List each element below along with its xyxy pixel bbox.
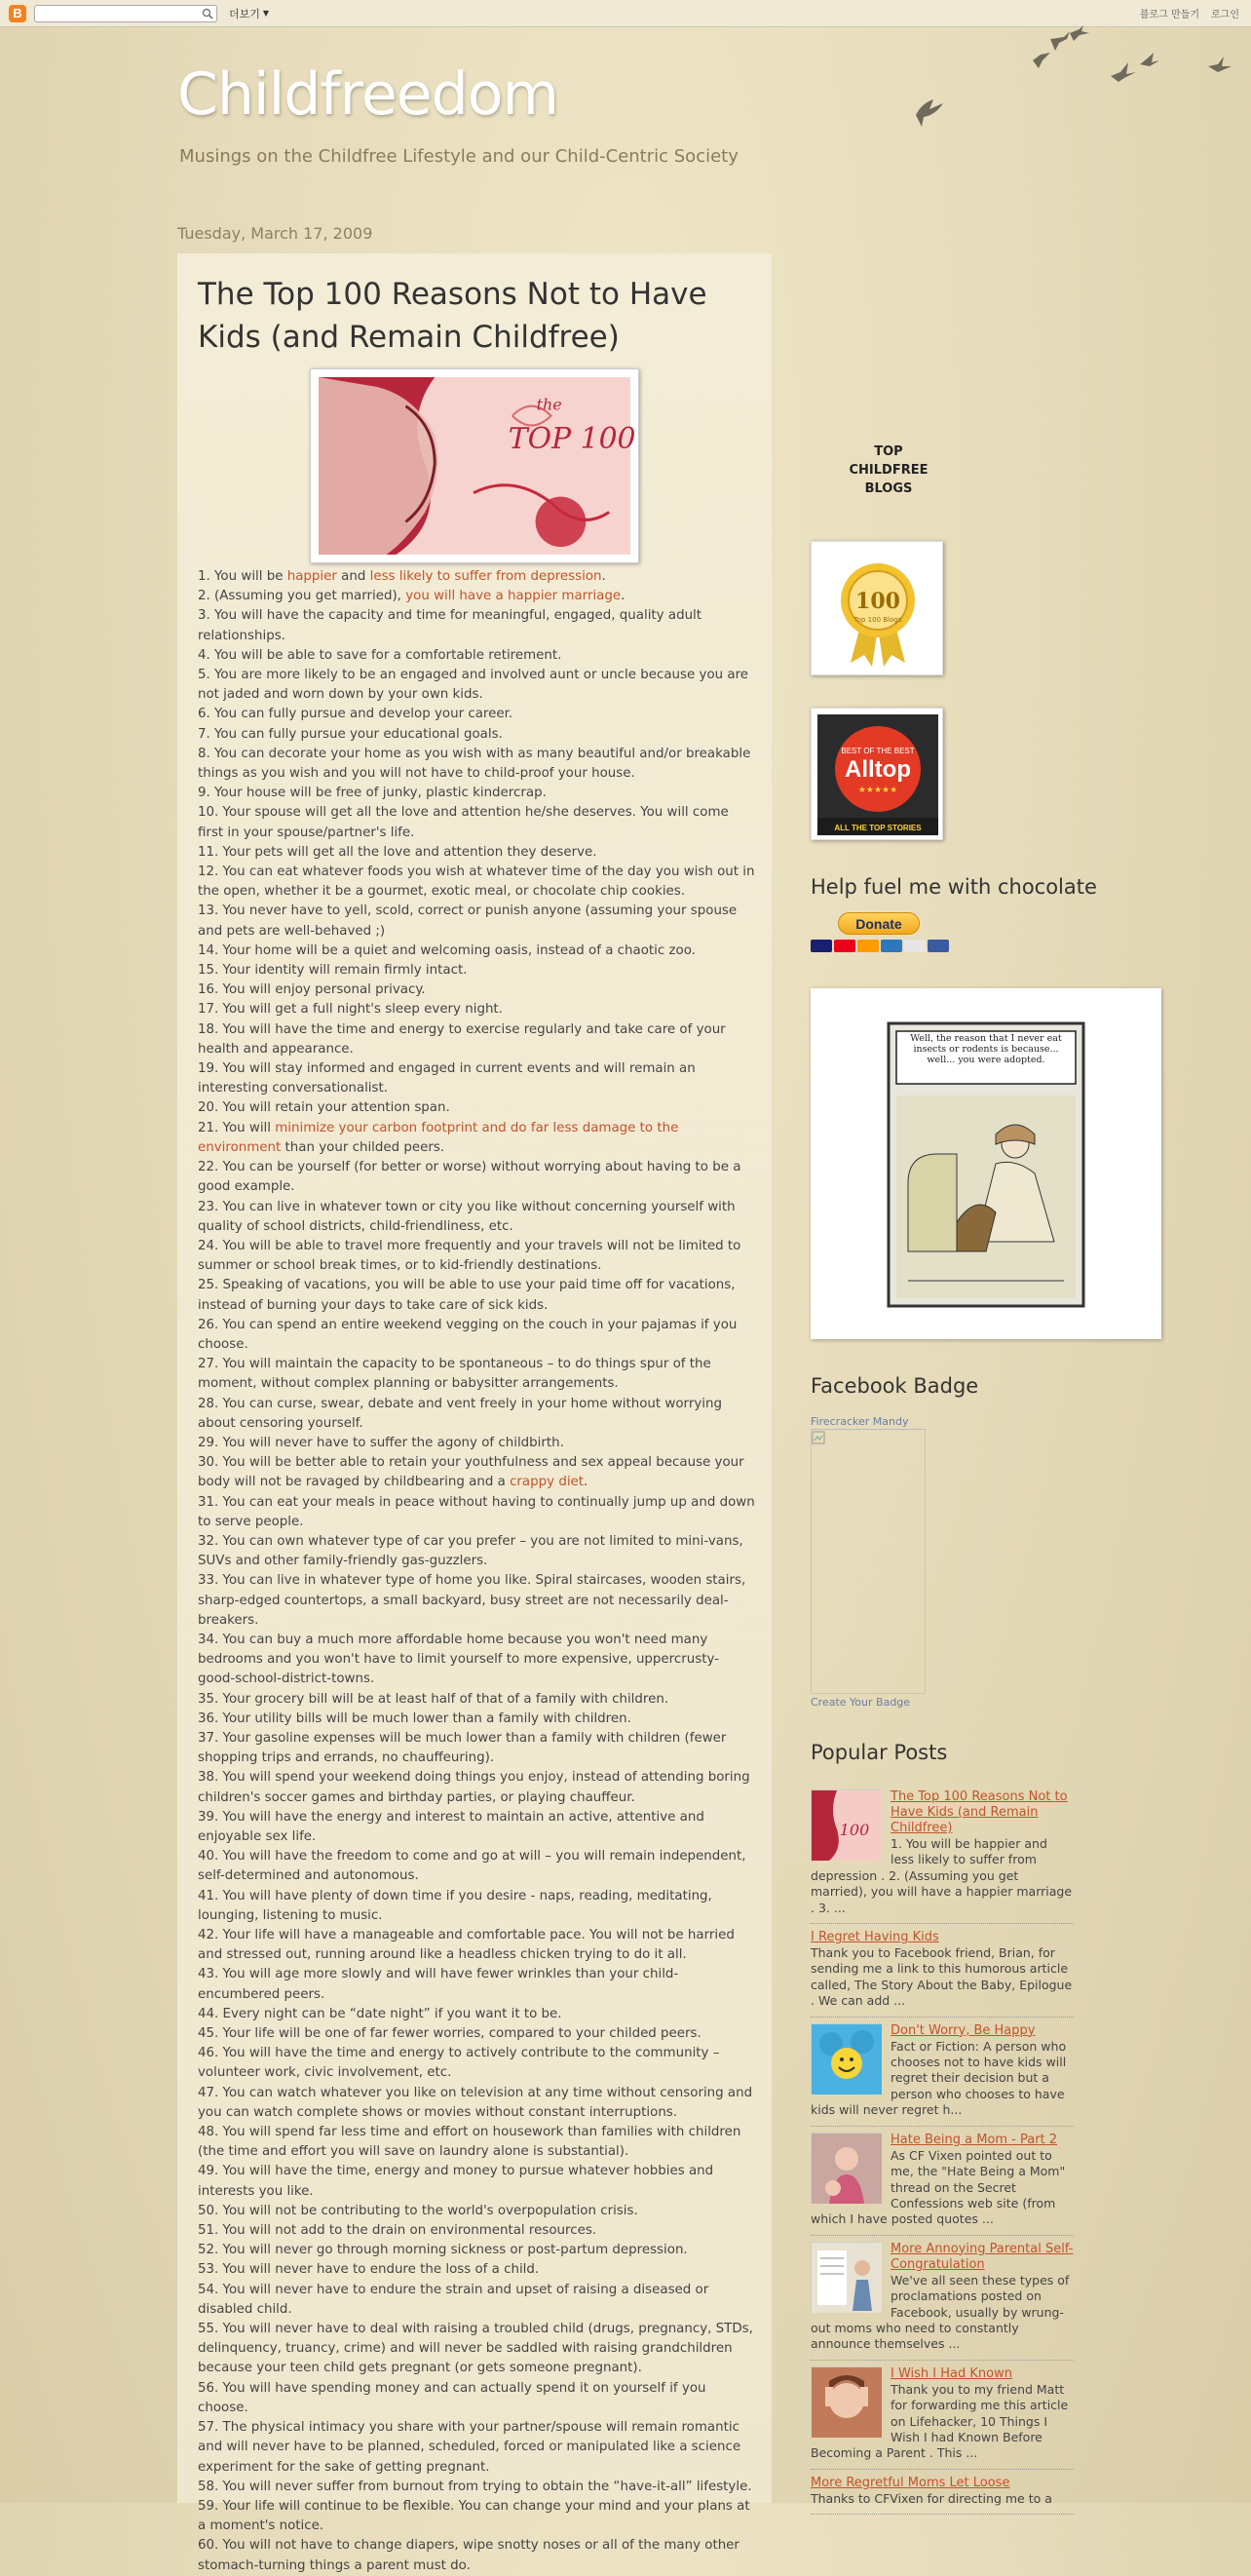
reason-item — [198, 1493, 755, 1532]
reason-text: 38. You will spend your weekend doing things you enjoy, instead of attending boring children's soccer games and birthday parties, or playing chauffeur. — [198, 1770, 750, 1805]
reason-link[interactable]: less likely to suffer from depression — [369, 569, 602, 584]
popular-post-item — [811, 1784, 1074, 1924]
reason-item — [198, 1690, 755, 1710]
reason-item — [198, 745, 755, 784]
popular-post-snippet: Thanks to CFVixen for directing me to a — [811, 2490, 1052, 2506]
reason-item — [198, 2084, 755, 2123]
reason-text: 25. Speaking of vacations, you will be able to use your paid time off for vacations, instead of burning your days to take care of sick kids. — [198, 1278, 736, 1313]
bank-card-icon — [928, 940, 949, 952]
popular-posts-list — [811, 1784, 1074, 2515]
reason-text: 27. You will maintain the capacity to be spontaneous – to do things spur of the moment, without complex planning or babysitter arrangements. — [198, 1357, 711, 1392]
reason-link[interactable]: happier — [286, 569, 337, 584]
reason-text: 44. Every night can be “date night” if you want it to be. — [198, 2006, 562, 2021]
reason-item — [198, 1020, 755, 1059]
reason-item — [198, 1768, 755, 1807]
reason-item — [198, 2379, 755, 2418]
reason-item — [198, 606, 755, 645]
popular-post-snippet: We've all seen these types of proclamations posted on Facebook, usually by wrung-out moms who need to constantly announce themselves ... — [811, 2272, 1070, 2352]
reason-text: 37. Your gasoline expenses will be much lower than a family with children (fewer shopping trips and errands, no chauffeuring). — [198, 1730, 727, 1766]
reason-text: 22. You can be yourself (for better or worse) without worrying about having to be a good example. — [198, 1160, 741, 1195]
reason-item — [198, 2123, 755, 2162]
top-childfree-blogs-label: TOP CHILDFREE BLOGS — [849, 444, 929, 496]
visa-card-icon — [811, 940, 832, 952]
reason-item — [198, 1098, 755, 1118]
reason-item — [198, 1237, 755, 1276]
badge-text-top100: Top 100 Blogs — [853, 616, 902, 624]
reason-text: 29. You will never have to suffer the agony of childbirth. — [198, 1435, 564, 1450]
popular-post-item — [811, 2127, 1074, 2236]
reason-text: 45. Your life will be one of far fewer worries, compared to your childed peers. — [198, 2026, 701, 2042]
popular-post-snippet: Thank you to Facebook friend, Brian, for sending me a link to this humorous article called, The Story About the Baby, Epilogue . We can add ... — [811, 1945, 1073, 2009]
reason-item — [198, 980, 755, 1000]
popular-post-snippet: Thank you to my friend Matt for forwarding me this article on Lifehacker, 10 Things I Wish I had Known Before Becoming a Parent . This ... — [811, 2381, 1069, 2461]
reason-item — [198, 1571, 755, 1631]
svg-text:100: 100 — [839, 1821, 870, 1839]
popular-post-thumbnail[interactable] — [811, 2133, 881, 2203]
reason-text: 56. You will have spending money and can actually spend it on yourself if you choose. — [198, 2380, 706, 2415]
comic-speech-bubble: Well, the reason that I never eat insects or rodents is because... well... you were adopted. — [910, 1033, 1062, 1065]
reason-item — [198, 666, 755, 705]
blogger-navbar — [0, 0, 1251, 27]
reason-link[interactable]: you will have a happier marriage — [405, 589, 622, 604]
post-image-top100[interactable] — [310, 368, 639, 563]
popular-post-item — [811, 2236, 1074, 2361]
popular-post-thumbnail[interactable] — [811, 1789, 881, 1860]
reason-item — [198, 942, 755, 961]
reason-text: 14. Your home will be a quiet and welcoming oasis, instead of a chaotic zoo. — [198, 942, 696, 958]
reason-text: 30. You will be better able to retain your youthfulness and sex appeal because your body will not be ravaged by childbearing and a — [198, 1455, 744, 1490]
reason-text: and — [336, 569, 370, 584]
reason-item — [198, 1395, 755, 1434]
reason-item — [198, 2418, 755, 2478]
reason-text: 33. You can live in whatever type of home you like. Spiral staircases, wooden stairs, sharp-edged countertops, a small backyard, busy street are not necessarily deal-breakers. — [198, 1573, 746, 1628]
reason-item — [198, 1808, 755, 1847]
reason-text: 20. You will retain your attention span. — [198, 1100, 450, 1116]
popular-post-title-link[interactable]: Hate Being a Mom - Part 2 — [891, 2132, 1058, 2147]
popular-post-snippet: 1. You will be happier and less likely to suffer from depression . 2. (Assuming you get married), you will have a happier marriage . 3. ... — [811, 1836, 1073, 1915]
reason-text: 5. You are more likely to be an engaged and involved aunt or uncle because you are not jaded and worn down by your own kids. — [198, 668, 749, 703]
reason-item — [198, 1059, 755, 1098]
reason-text: 4. You will be able to save for a comfortable retirement. — [198, 647, 562, 663]
popular-post-item — [811, 2361, 1074, 2470]
reason-item — [198, 1434, 755, 1453]
alltop-badge[interactable] — [811, 708, 943, 840]
reason-text: 46. You will have the time and energy to actively contribute to the community – volunteer work, civic involvement, etc. — [198, 2046, 720, 2081]
reason-text: 19. You will stay informed and engaged in current events and will remain an interesting conversationalist. — [198, 1061, 696, 1096]
popular-posts-title: Popular Posts — [811, 1741, 948, 1764]
alltop-stars: ★★★★★ — [857, 786, 898, 795]
popular-post-title-link[interactable]: I Wish I Had Known — [891, 2365, 1012, 2381]
popular-post-title-link[interactable]: Don't Worry, Be Happy — [891, 2022, 1036, 2038]
popular-post-thumbnail[interactable] — [811, 2242, 881, 2312]
popular-post-thumbnail[interactable] — [811, 2023, 881, 2094]
facebook-badge-frame[interactable] — [811, 1429, 926, 1694]
reason-text: 26. You can spend an entire weekend vegging on the couch in your pajamas if you choose. — [198, 1317, 738, 1352]
reason-item — [198, 2281, 755, 2320]
reason-item — [198, 2044, 755, 2083]
post-title[interactable]: The Top 100 Reasons Not to Have Kids (and Remain Childfree) — [198, 277, 707, 355]
reason-item — [198, 1631, 755, 1690]
reason-text: 36. Your utility bills will be much lower than a family with children. — [198, 1711, 631, 1726]
reason-item — [198, 2024, 755, 2044]
reason-text: 39. You will have the energy and interest to maintain an active, attentive and enjoyable sex life. — [198, 1809, 704, 1844]
reason-text: 8. You can decorate your home as you wish with as many beautiful and/or breakable things as you wish and you will not have to child-proof your house. — [198, 746, 751, 782]
reason-text: 1. You will be — [198, 569, 287, 584]
reason-text: 15. Your identity will remain firmly intact. — [198, 963, 468, 979]
reason-item — [198, 1316, 755, 1355]
mastercard-icon — [834, 940, 855, 952]
navbar-signin-link[interactable]: 로그인 — [1211, 10, 1239, 20]
reason-item — [198, 2320, 755, 2379]
broken-image-icon — [812, 1431, 825, 1444]
image-caption-the: the — [536, 395, 562, 414]
reason-item — [198, 587, 755, 606]
reason-item — [198, 1276, 755, 1315]
navbar-search-input[interactable] — [34, 5, 217, 22]
reason-item — [198, 1158, 755, 1197]
reason-item — [198, 1119, 755, 1158]
chevron-down-icon: ▼ — [262, 9, 270, 18]
reason-item — [198, 803, 755, 842]
badge-text-100: 100 — [855, 589, 900, 614]
reason-item — [198, 784, 755, 803]
navbar-more-menu[interactable] — [229, 6, 269, 21]
reason-text: 59. Your life will continue to be flexible. You can change your mind and your plans at a moment's notice. — [198, 2498, 750, 2534]
reason-text: 53. You will never have to endure the loss of a child. — [198, 2262, 540, 2278]
reason-item — [198, 1926, 755, 1965]
amex-card-icon — [881, 940, 902, 952]
reason-text: than your childed peers. — [281, 1139, 445, 1155]
popular-post-title-link[interactable]: I Regret Having Kids — [811, 1930, 939, 1945]
reason-text: 31. You can eat your meals in peace without having to continually jump up and down to serve people. — [198, 1494, 755, 1529]
reason-link[interactable]: minimize your carbon footprint and do far less damage to the environment — [198, 1120, 679, 1155]
reason-item — [198, 961, 755, 980]
reason-item — [198, 567, 755, 587]
reason-item — [198, 725, 755, 745]
reason-text: 35. Your grocery bill will be at least half of that of a family with children. — [198, 1691, 669, 1707]
popular-post-title-link[interactable]: More Regretful Moms Let Loose — [811, 2475, 1010, 2490]
alltop-line3: ALL THE TOP STORIES — [834, 824, 922, 832]
popular-post-item — [811, 2018, 1074, 2127]
reason-text: 47. You can watch whatever you like on television at any time without censoring and you can watch complete shows or movies without constant interruptions. — [198, 2085, 753, 2120]
reason-text: 57. The physical intimacy you share with your partner/spouse will remain romantic and will never have to be planned, scheduled, forced or manipulated like a science experiment for the sake of getting pregnant. — [198, 2420, 741, 2475]
reason-item — [198, 1887, 755, 1926]
reason-text: 12. You can eat whatever foods you wish at whatever time of the day you wish out in the open, whether it be a gourmet, exotic meal, or chocolate chip cookies. — [198, 865, 755, 900]
reason-text: 54. You will never have to endure the strain and upset of raising a diseased or disabled child. — [198, 2282, 709, 2317]
popular-post-item — [811, 2470, 1074, 2515]
reason-text: 40. You will have the freedom to come and go at will – you will remain independent, self-determined and autonomous. — [198, 1849, 746, 1884]
reason-item — [198, 1453, 755, 1492]
reason-text: 48. You will spend far less time and effort on housework than families with children (the time and effort you will save on laundry alone is substantial). — [198, 2125, 741, 2160]
reason-text: . — [621, 589, 626, 604]
reason-item — [198, 902, 755, 941]
reason-item — [198, 2221, 755, 2241]
reason-item — [198, 705, 755, 724]
create-badge-link[interactable]: Create Your Badge — [811, 1696, 911, 1709]
reason-item — [198, 1000, 755, 1019]
reason-item — [198, 2536, 755, 2575]
reason-text: 42. Your life will have a manageable and comfortable pace. You will not be harried and stressed out, running around like a headless chicken trying to do it all. — [198, 1928, 735, 1963]
reason-text: 7. You can fully pursue your educational goals. — [198, 726, 503, 742]
reason-item — [198, 1198, 755, 1237]
reason-item — [198, 646, 755, 666]
reason-text: 17. You will get a full night's sleep every night. — [198, 1002, 503, 1018]
reason-text: 10. Your spouse will get all the love and attention he/she deserves. You will come first in your spouse/partner's life. — [198, 805, 729, 840]
reason-item — [198, 2241, 755, 2260]
chocolate-widget-title: Help fuel me with chocolate — [811, 875, 1097, 899]
reasons-list — [198, 567, 755, 2576]
popular-post-item — [811, 1924, 1074, 2018]
reason-text: 11. Your pets will get all the love and attention they deserve. — [198, 844, 597, 860]
reason-text: 18. You will have the time and energy to exercise regularly and take care of your health and appearance. — [198, 1021, 726, 1057]
birds-decoration — [877, 27, 1251, 135]
reason-item — [198, 1532, 755, 1571]
reason-item — [198, 1729, 755, 1768]
reason-item — [198, 1847, 755, 1886]
reason-text: 41. You will have plenty of down time if you desire - naps, reading, meditating, lounging, listening to music. — [198, 1888, 712, 1923]
reason-text: . — [584, 1475, 588, 1490]
reason-item — [198, 1965, 755, 2004]
blog-title[interactable]: Childfreedom — [177, 60, 558, 129]
reason-text: 6. You can fully pursue and develop your career. — [198, 707, 513, 722]
popular-post-title-link[interactable]: More Annoying Parental Self-Congratulation — [891, 2241, 1074, 2272]
reason-text: 13. You never have to yell, scold, correct or punish anyone (assuming your spouse and pets are well-behaved ;) — [198, 904, 738, 939]
search-icon[interactable] — [202, 8, 213, 19]
popular-post-snippet: As CF Vixen pointed out to me, the "Hate Being a Mom" thread on the Secret Confessions web site (from which I have posted quotes ... — [811, 2147, 1066, 2227]
alltop-line2: Alltop — [845, 756, 911, 783]
reason-text: 24. You will be able to travel more frequently and your travels will not be limited to summer or school break times, or to kid-friendly destinations. — [198, 1238, 741, 1274]
popular-post-title-link[interactable]: The Top 100 Reasons Not to Have Kids (and Remain Childfree) — [891, 1789, 1068, 1835]
reason-text: 49. You will have the time, energy and money to pursue whatever hobbies and interests you like. — [198, 2164, 714, 2199]
reason-text: 51. You will not add to the drain on environmental resources. — [198, 2223, 597, 2239]
reason-text: 55. You will never have to deal with raising a troubled child (drugs, pregnancy, STDs, delinquency, truancy, crime) and will never be saddled with raising grandchildren because your teen child gets pregnant (or gets someone pregnant). — [198, 2322, 753, 2376]
maestro-card-icon — [857, 940, 879, 952]
reason-item — [198, 2478, 755, 2497]
reason-text: 52. You will never go through morning sickness or post-partum depression. — [198, 2243, 688, 2258]
reason-text: 3. You will have the capacity and time for meaningful, engaged, quality adult relationships. — [198, 608, 702, 643]
reason-item — [198, 2162, 755, 2201]
navbar-create-blog-link[interactable]: 블로그 만들기 — [1139, 10, 1200, 20]
blog-post — [177, 253, 772, 2573]
discover-card-icon — [904, 940, 926, 952]
blog-description: Musings on the Childfree Lifestyle and our Child-Centric Society — [179, 146, 739, 167]
reason-item — [198, 2005, 755, 2024]
reason-text: 58. You will never suffer from burnout from trying to obtain the “have-it-all” lifestyle. — [198, 2479, 752, 2494]
alltop-line1: BEST OF THE BEST — [841, 747, 915, 755]
reason-item — [198, 2497, 755, 2536]
reason-text: 43. You will age more slowly and will have fewer wrinkles than your child-encumbered peers. — [198, 1967, 679, 2002]
top100-blogs-badge[interactable] — [811, 541, 943, 675]
reason-text: . — [601, 569, 606, 584]
blogger-logo-icon[interactable]: B — [9, 5, 26, 22]
reason-text: 32. You can own whatever type of car you prefer – you are not limited to mini-vans, SUVs and other family-friendly gas-guzzlers. — [198, 1533, 743, 1569]
reason-text: 16. You will enjoy personal privacy. — [198, 982, 426, 998]
reason-text: 9. Your house will be free of junky, plastic kindercrap. — [198, 786, 547, 801]
popular-post-thumbnail[interactable] — [811, 2366, 881, 2437]
payment-cards — [811, 940, 949, 952]
reason-text: 60. You will not have to change diapers, wipe snotty noses or all of the many other stomach-turning things a parent must do. — [198, 2538, 739, 2573]
popular-post-snippet: Fact or Fiction: A person who chooses not to have kids will regret their decision but a person who chooses to have kids will never regret h... — [811, 2038, 1067, 2118]
reason-text: 23. You can live in whatever town or city you like without concerning yourself with quality of school districts, child-friendliness, etc. — [198, 1199, 736, 1234]
navbar-more-label: 더보기 — [229, 7, 260, 20]
reason-item — [198, 863, 755, 902]
reason-link[interactable]: crappy diet — [510, 1475, 585, 1490]
reason-item — [198, 1355, 755, 1394]
reason-item — [198, 2202, 755, 2221]
reason-text: 34. You can buy a much more affordable home because you won't need many bedrooms and you won't have to limit yourself to more expensive, uppercrusty-good-school-district-towns. — [198, 1632, 719, 1687]
reason-item — [198, 2260, 755, 2280]
reason-item — [198, 843, 755, 863]
facebook-badge-title: Facebook Badge — [811, 1374, 979, 1398]
reason-text: 2. (Assuming you get married), — [198, 589, 406, 604]
reason-text: 21. You will — [198, 1120, 276, 1135]
adopted-comic-image[interactable] — [811, 988, 1161, 1339]
facebook-profile-link[interactable]: Firecracker Mandy — [811, 1415, 909, 1428]
reason-text: 28. You can curse, swear, debate and vent freely in your home without worrying about censoring yourself. — [198, 1396, 722, 1431]
reason-item — [198, 1710, 755, 1729]
reason-text: 50. You will not be contributing to the world's overpopulation crisis. — [198, 2203, 638, 2218]
paypal-donate-button[interactable]: Donate — [838, 912, 920, 935]
image-caption-top100: TOP 100 — [508, 422, 636, 457]
post-date: Tuesday, March 17, 2009 — [177, 224, 373, 243]
